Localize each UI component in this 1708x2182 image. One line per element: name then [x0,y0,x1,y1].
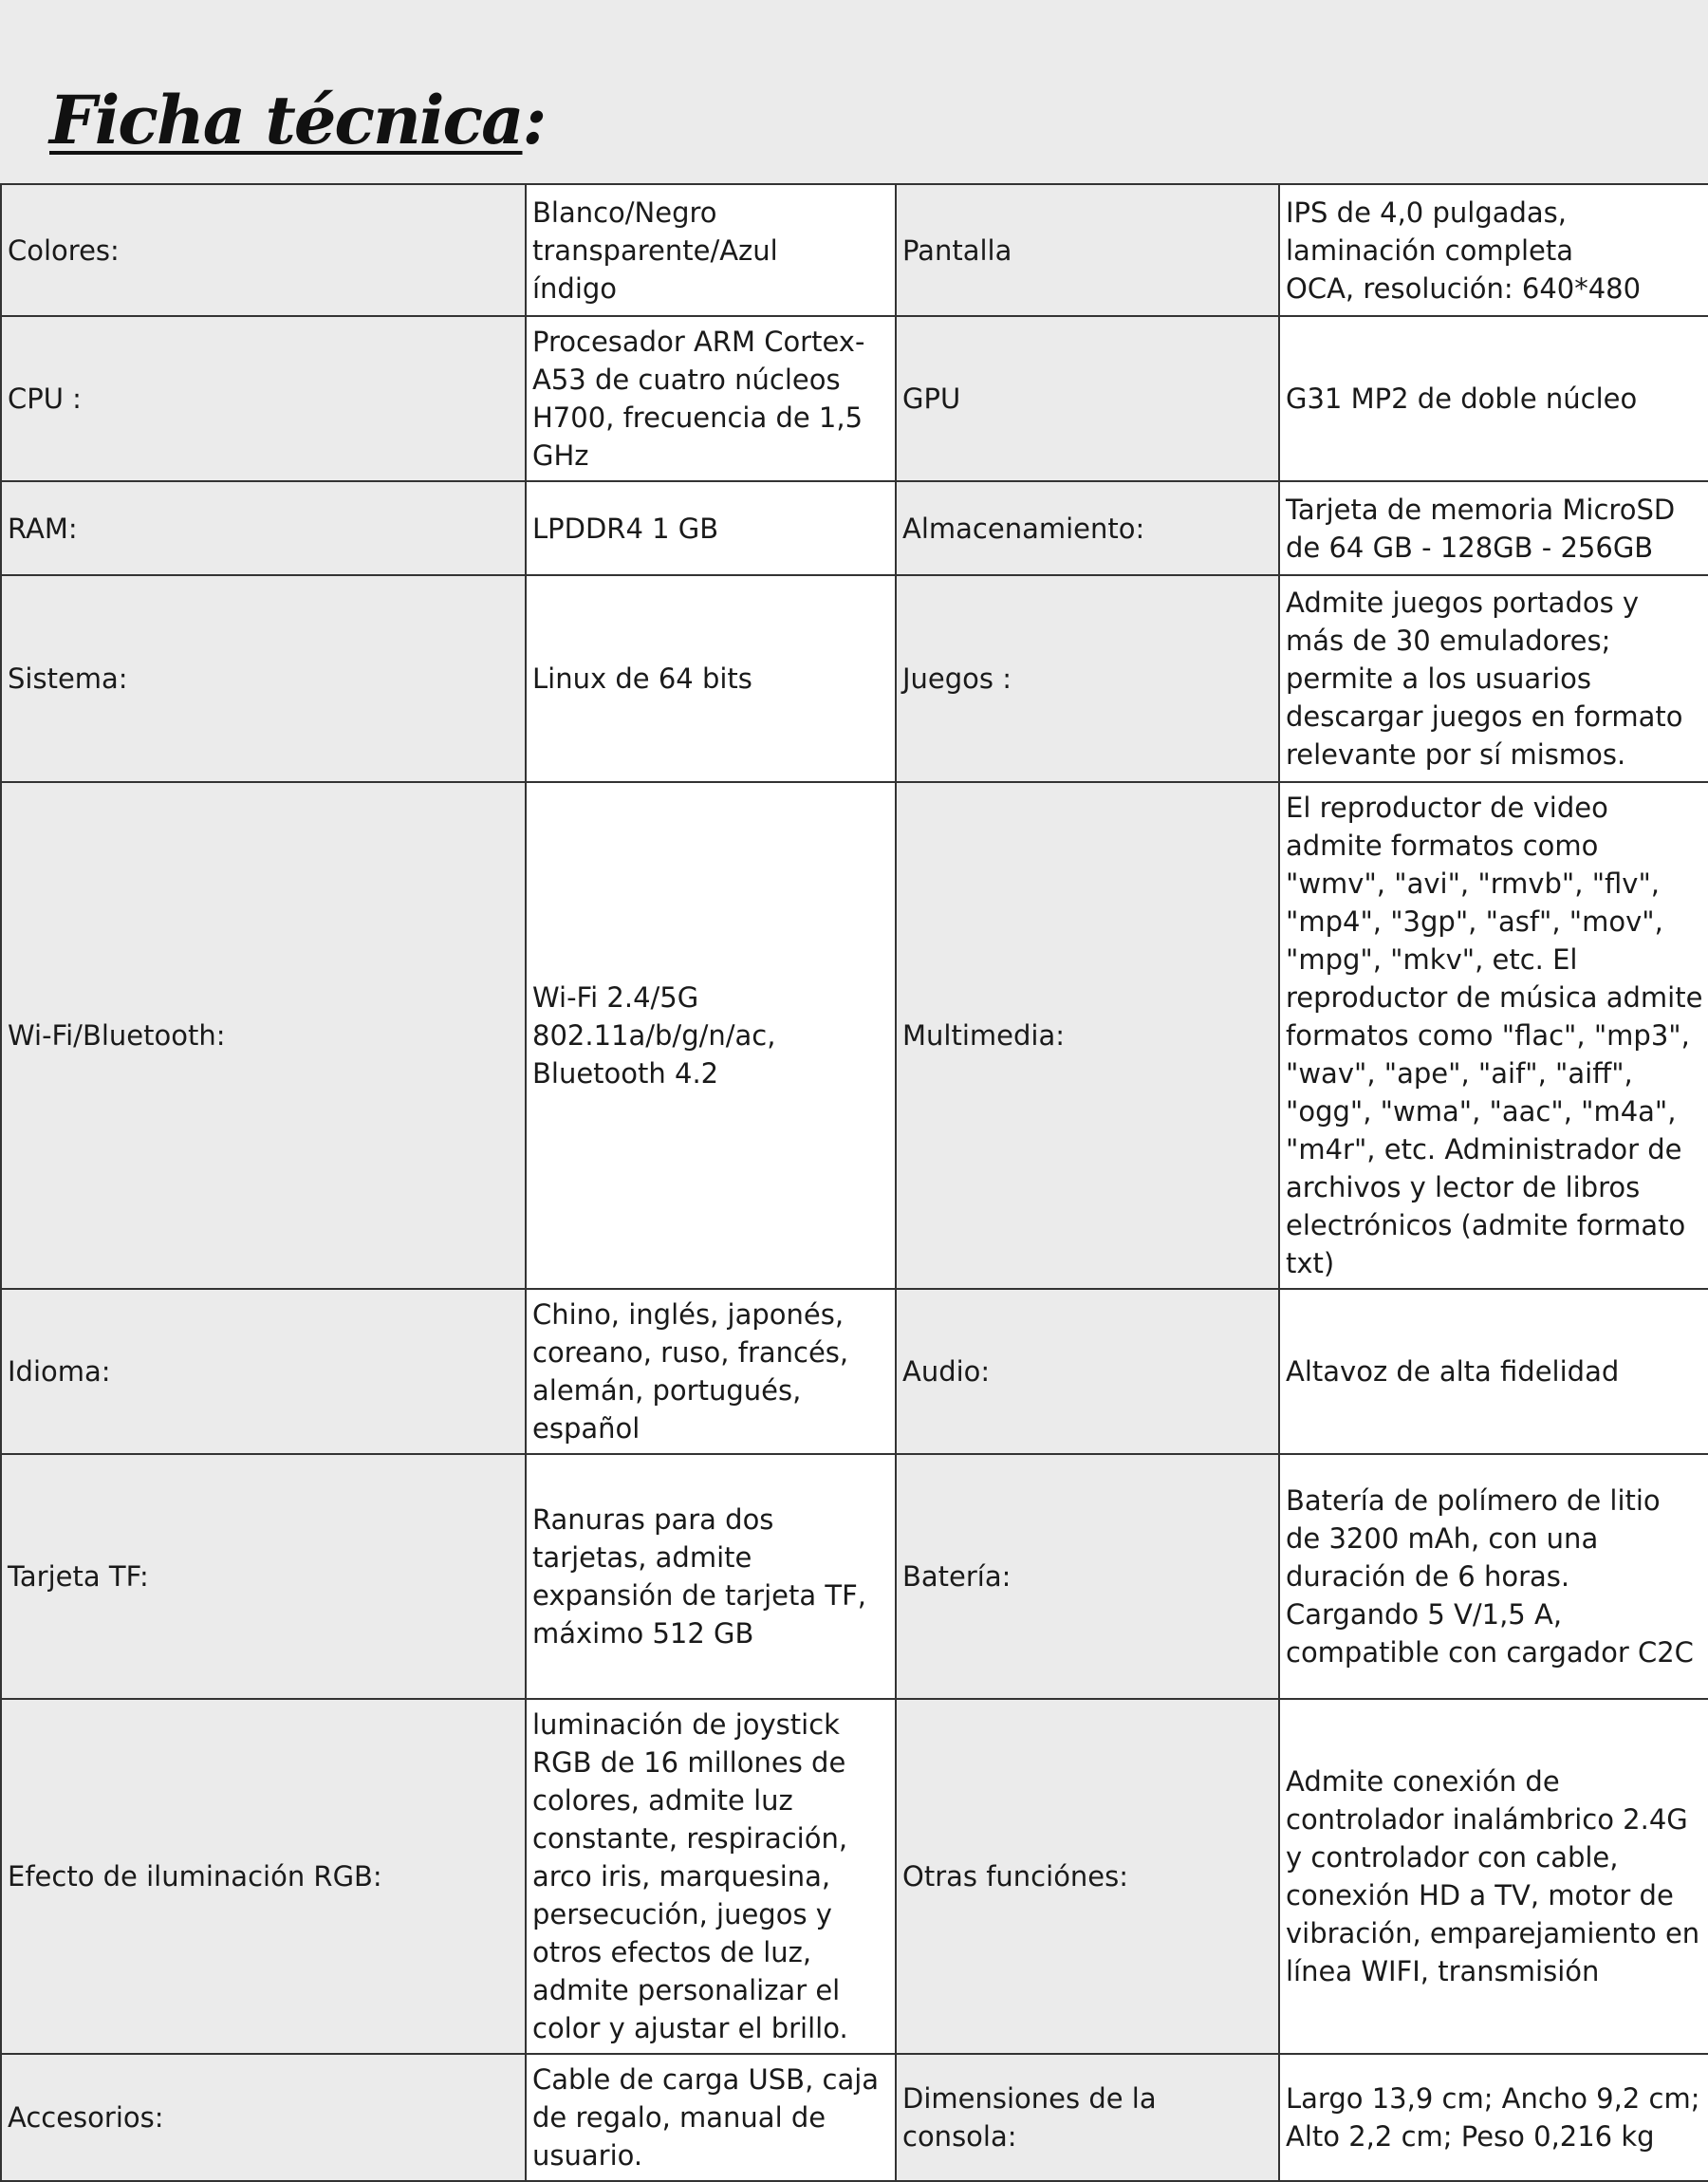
row-label: Efecto de iluminación RGB: [1,1699,526,2054]
table-row [1,1289,1708,1454]
row-value: Procesador ARM Cortex-A53 de cuatro núcleos H700, frecuencia de 1,5 GHz [526,316,896,481]
page-title-text: Ficha técnica [49,81,523,159]
row-value: Admite juegos portados y más de 30 emuladores; permite a los usuarios descargar juegos en formato relevante por sí mismos. [1279,575,1708,782]
row-value: Altavoz de alta fidelidad [1279,1289,1708,1454]
row-label: Tarjeta TF: [1,1454,526,1699]
row-value: Admite conexión de controlador inalámbrico 2.4G y controlador con cable, conexión HD a TV, motor de vibración, emparejamiento en línea WIFI, transmisión [1279,1699,1708,2054]
row-label: Wi-Fi/Bluetooth: [1,782,526,1289]
row-label: Idioma: [1,1289,526,1454]
table-row [1,1454,1708,1699]
row-label: Accesorios: [1,2054,526,2181]
row-value: Tarjeta de memoria MicroSD de 64 GB - 128GB - 256GB [1279,481,1708,575]
table-row [1,1699,1708,2054]
table-row [1,481,1708,575]
table-row [1,2054,1708,2181]
row-label: Otras funciónes: [896,1699,1279,2054]
row-value: luminación de joystick RGB de 16 millones de colores, admite luz constante, respiración, arco iris, marquesina, persecución, juegos y otros efectos de luz, admite personalizar el color y ajustar el brillo. [526,1699,896,2054]
row-label: Juegos : [896,575,1279,782]
table-row [1,184,1708,316]
row-value: Cable de carga USB, caja de regalo, manual de usuario. [526,2054,896,2181]
page-title-colon: : [522,81,546,159]
row-label: Colores: [1,184,526,316]
spec-table [0,183,1708,2182]
row-value: Wi-Fi 2.4/5G 802.11a/b/g/n/ac, Bluetooth 4.2 [526,782,896,1289]
row-value: Blanco/Negro transparente/Azul índigo [526,184,896,316]
row-label: GPU [896,316,1279,481]
page-title [49,81,546,159]
row-label: Audio: [896,1289,1279,1454]
row-value: Ranuras para dos tarjetas, admite expansión de tarjeta TF, máximo 512 GB [526,1454,896,1699]
row-value: IPS de 4,0 pulgadas, laminación completa OCA, resolución: 640*480 [1279,184,1708,316]
row-value: El reproductor de video admite formatos como "wmv", "avi", "rmvb", "flv", "mp4", "3gp", "asf", "mov", "mpg", "mkv", etc. El reproductor de música admite formatos como "flac", "mp3", "wav", "ape", "aif", "aiff", "ogg", "wma", "aac", "m4a", "m4r", etc. Administrador de archivos y lector de libros electrónicos (admite formato txt) [1279,782,1708,1289]
row-label: Almacenamiento: [896,481,1279,575]
row-label: CPU : [1,316,526,481]
row-label: Batería: [896,1454,1279,1699]
row-value: LPDDR4 1 GB [526,481,896,575]
row-label: Multimedia: [896,782,1279,1289]
row-label: Pantalla [896,184,1279,316]
row-label: Dimensiones de la consola: [896,2054,1279,2181]
row-value: Largo 13,9 cm; Ancho 9,2 cm; Alto 2,2 cm; Peso 0,216 kg [1279,2054,1708,2181]
row-value: Chino, inglés, japonés, coreano, ruso, francés, alemán, portugués, español [526,1289,896,1454]
row-value: Linux de 64 bits [526,575,896,782]
row-label: Sistema: [1,575,526,782]
row-value: G31 MP2 de doble núcleo [1279,316,1708,481]
table-row [1,316,1708,481]
table-row [1,782,1708,1289]
table-row [1,575,1708,782]
row-label: RAM: [1,481,526,575]
row-value: Batería de polímero de litio de 3200 mAh, con una duración de 6 horas. Cargando 5 V/1,5 A, compatible con cargador C2C [1279,1454,1708,1699]
